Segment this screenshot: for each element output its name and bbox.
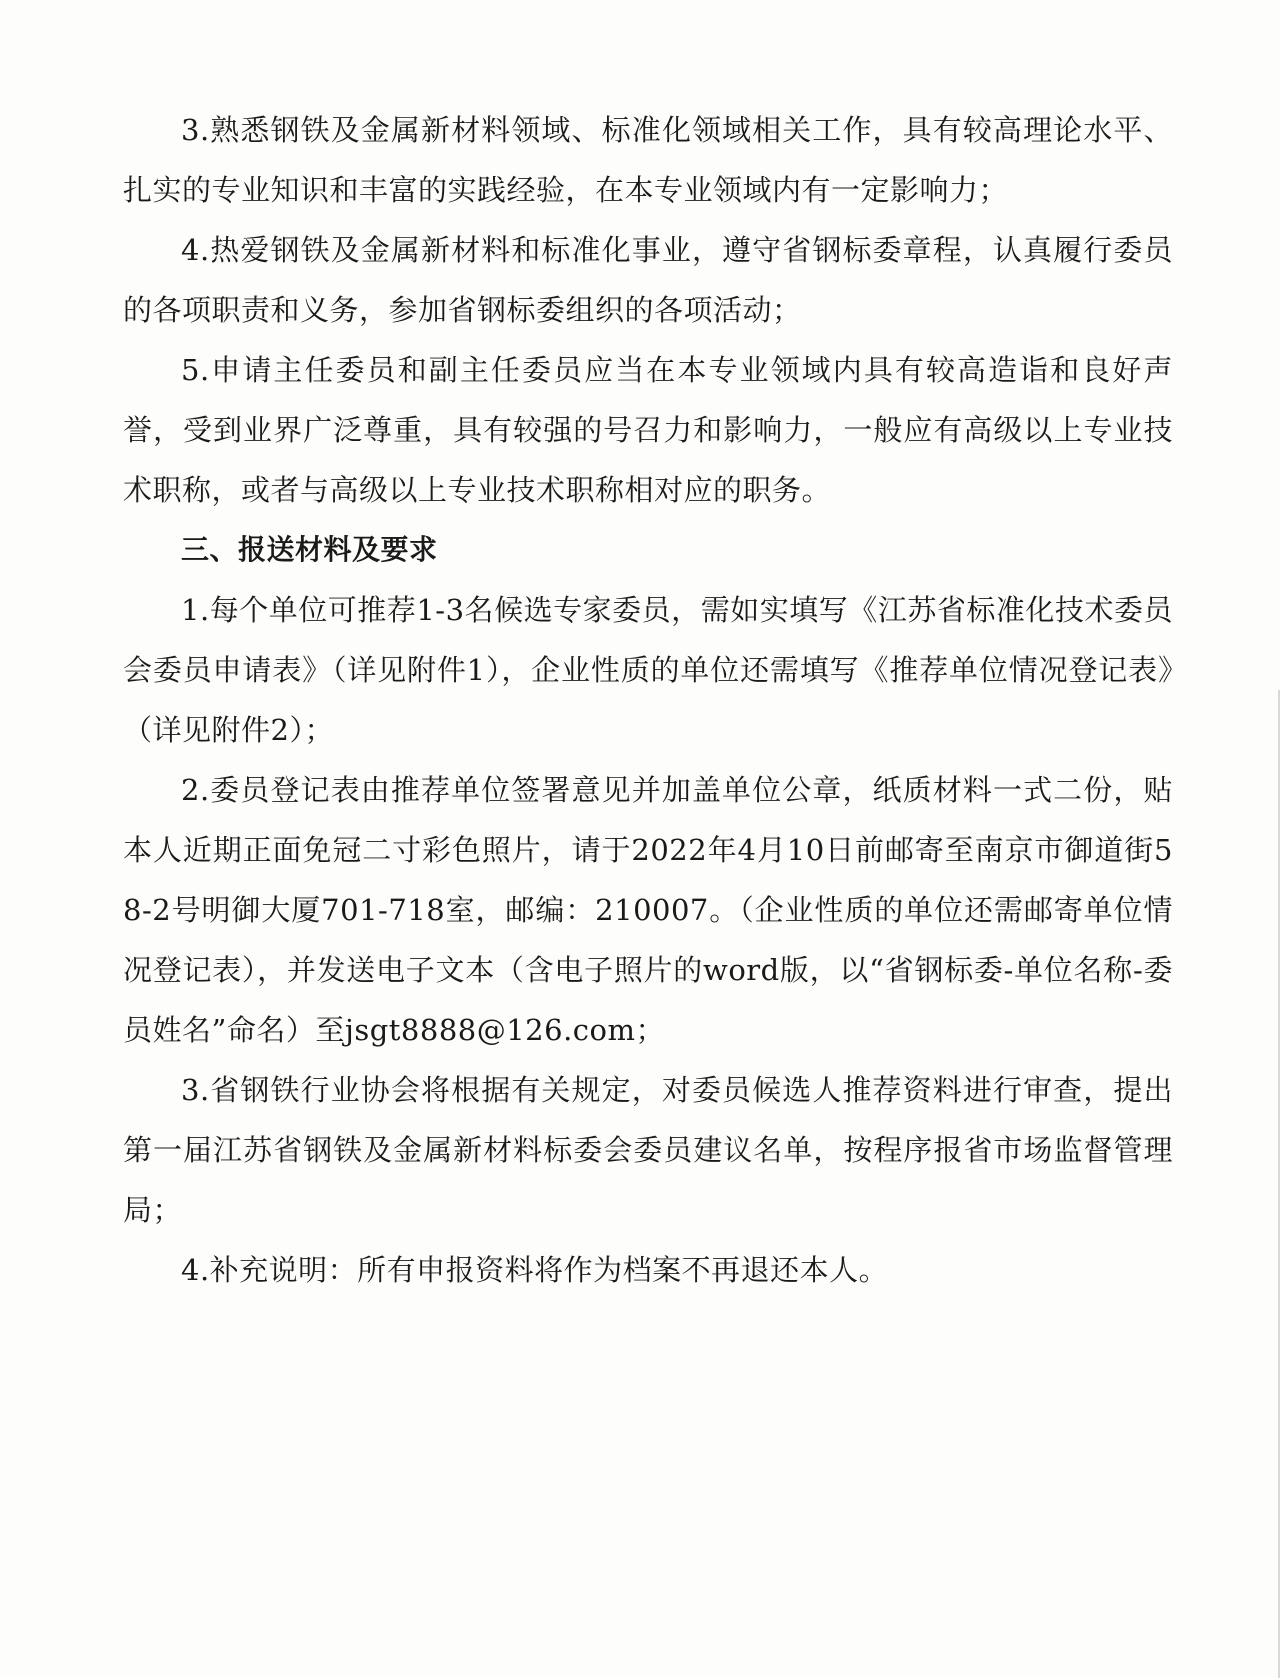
paragraph-submission-2: 2.委员登记表由推荐单位签署意见并加盖单位公章，纸质材料一式二份，贴本人近期正面免冠二寸彩色照片，请于2022年4月10日前邮寄至南京市御道街58-2号明御大厦701-718室，邮编：210007。（企业性质的单位还需邮寄单位情况登记表），并发送电子文本（含电子照片的word版，以“省钢标委-单位名称-委员姓名”命名）至jsgt8888@126.com； [123,773,1173,1047]
paragraph-requirement-5: 5.申请主任委员和副主任委员应当在本专业领域内具有较高造诣和良好声誉，受到业界广泛尊重，具有较强的号召力和影响力，一般应有高级以上专业技术职称，或者与高级以上专业技术职称相对应的职务。 [123,353,1173,507]
document-body [123,100,1173,1300]
paragraph-submission-3: 3.省钢铁行业协会将根据有关规定，对委员候选人推荐资料进行审查，提出第一届江苏省钢铁及金属新材料标委会委员建议名单，按程序报省市场监督管理局； [123,1073,1173,1227]
paragraph-submission-1: 1.每个单位可推荐1-3名候选专家委员，需如实填写《江苏省标准化技术委员会委员申请表》（详见附件1），企业性质的单位还需填写《推荐单位情况登记表》（详见附件2）； [123,593,1173,747]
section-heading: 三、报送材料及要求 [181,533,438,566]
paragraph-submission-4: 4.补充说明：所有申报资料将作为档案不再退还本人。 [181,1253,889,1287]
paragraph-requirement-4: 4.热爱钢铁及金属新材料和标准化事业，遵守省钢标委章程，认真履行委员的各项职责和义务，参加省钢标委组织的各项活动； [123,233,1173,327]
paragraph-requirement-3: 3.熟悉钢铁及金属新材料领域、标准化领域相关工作，具有较高理论水平、扎实的专业知识和丰富的实践经验，在本专业领域内有一定影响力； [123,113,1173,207]
